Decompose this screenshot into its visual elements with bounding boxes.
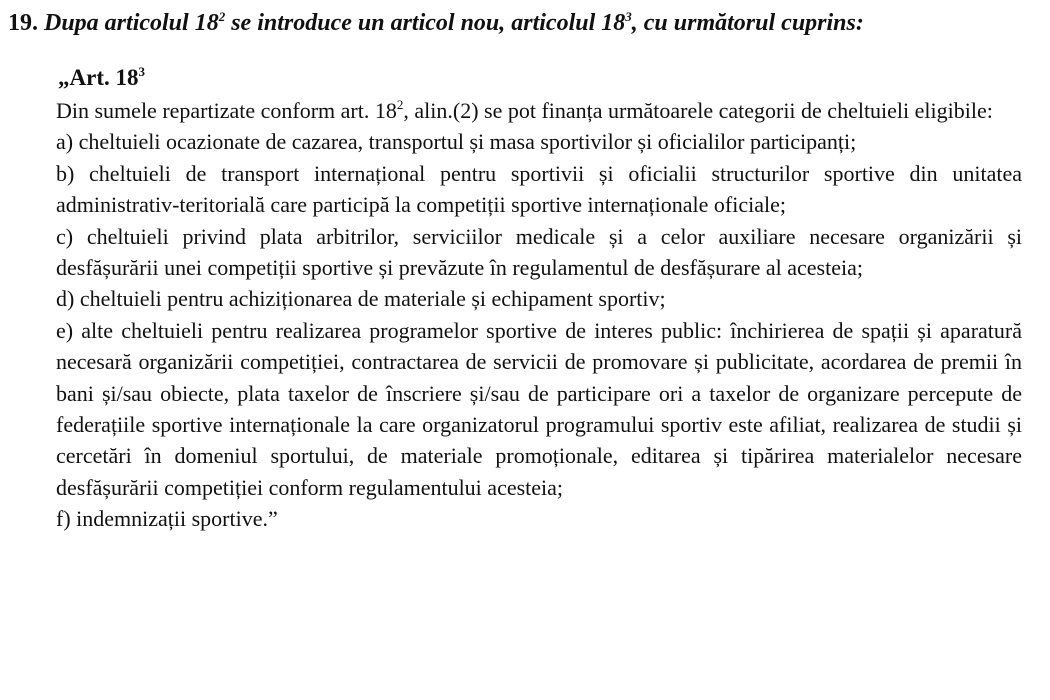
article-title: „Art. $18^3$ bbox=[58, 64, 145, 90]
list-item-b: b) cheltuieli de transport internațional pentru sportivii și oficialii structurilor sportive din unitatea administrativ-teritorială care participă la competiții sportive internaționale oficiale; bbox=[56, 160, 1022, 218]
list-item-f: f) indemnizații sportive.” bbox=[56, 506, 278, 532]
list-item-c: c) cheltuieli privind plata arbitrilor, serviciilor medicale și a celor auxiliare necesare organizării și desfășurării unei competiții sportive și prevăzute în regulamentul de desfășurare al acesteia; bbox=[56, 223, 1022, 281]
article-body bbox=[56, 95, 1022, 535]
list-item-d: d) cheltuieli pentru achiziționarea de materiale și echipament sportiv; bbox=[56, 286, 666, 312]
list-item-e: e) alte cheltuieli pentru realizarea programelor sportive de interes public: închirierea de spații și aparatură necesară organizării competiției, contractarea de servicii de promovare și publicitate, acordarea de premii în bani și/sau obiecte, plata taxelor de înscriere și/sau de participare ori a taxelor de organizare percepute de federațiile sportive internaționale la care organizatorul programului sportiv este afiliat, realizarea de studii și cercetări în domeniul sportului, de materiale promoționale, editarea și tipărirea materialelor necesare desfășurării competiției conform regulamentului acesteia; bbox=[56, 317, 1022, 500]
amendment-instruction: Dupa articolul $18^2$ se introduce un articol nou, articolul $18^3$, cu următorul cuprins: bbox=[44, 9, 864, 36]
amendment-number: 19. bbox=[8, 10, 38, 36]
amendment-heading bbox=[8, 8, 1048, 38]
article-intro: Din sumele repartizate conform art. $18^2$, alin.(2) se pot finanța următoarele categorii de cheltuieli eligibile: bbox=[56, 97, 993, 123]
list-item-a: a) cheltuieli ocazionate de cazarea, transportul și masa sportivilor și oficialilor participanți; bbox=[56, 129, 857, 155]
